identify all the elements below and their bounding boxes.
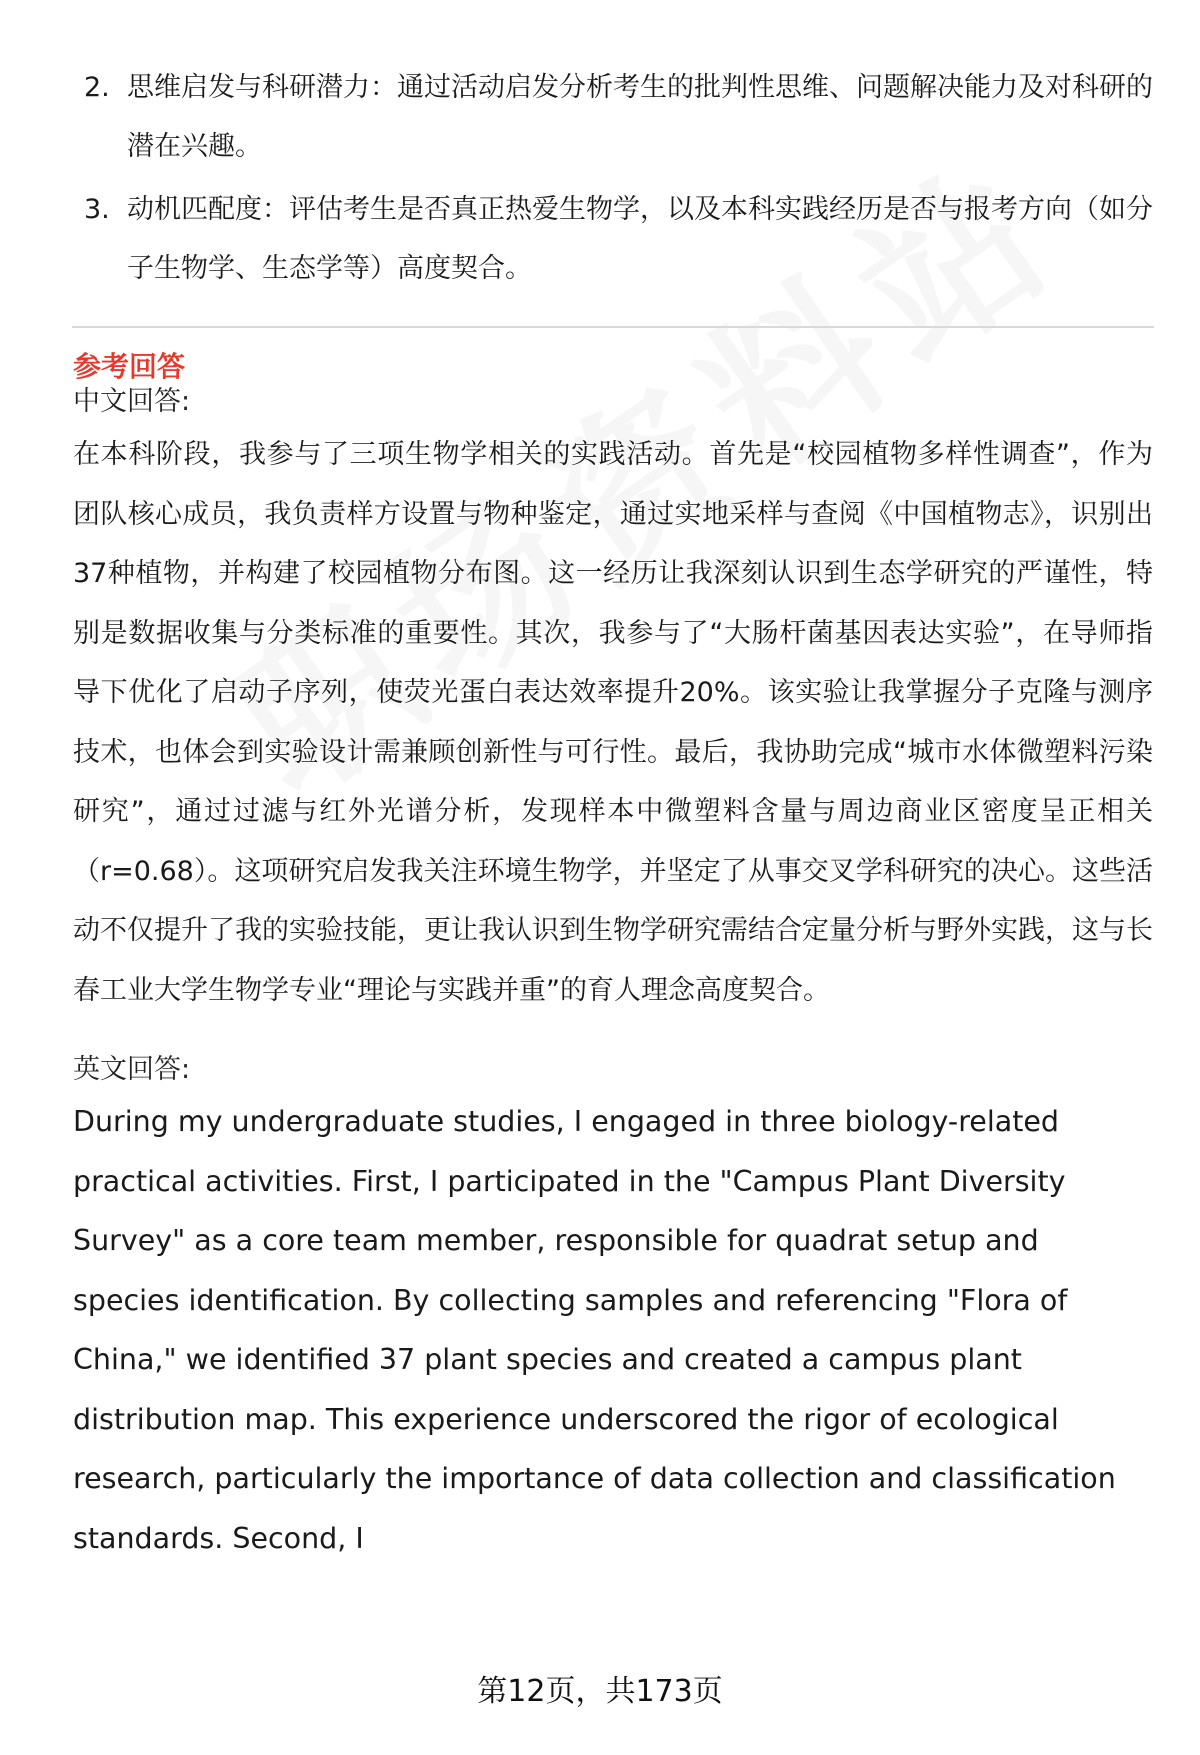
list-item-text: 动机匹配度：评估考生是否真正热爱生物学，以及本科实践经历是否与报考方向（如分子生物学、生态学等）高度契合。	[127, 194, 1153, 284]
chinese-answer-text: 在本科阶段，我参与了三项生物学相关的实践活动。首先是“校园植物多样性调查”，作为团队核心成员，我负责样方设置与物种鉴定，通过实地采样与查阅《中国植物志》，识别出37种植物，并构建了校园植物分布图。这一经历让我深刻认识到生态学研究的严谨性，特别是数据收集与分类标准的重要性。其次，我参与了“大肠杆菌基因表达实验”，在导师指导下优化了启动子序列，使荧光蛋白表达效率提升20%。该实验让我掌握分子克隆与测序技术，也体会到实验设计需兼顾创新性与可行性。最后，我协助完成“城市水体微塑料污染研究”，通过过滤与红外光谱分析，发现样本中微塑料含量与周边商业区密度呈正相关（r=0.68）。这项研究启发我关注环境生物学，并坚定了从事交叉学科研究的决心。这些活动不仅提升了我的实验技能，更让我认识到生物学研究需结合定量分析与野外实践，这与长春工业大学生物学专业“理论与实践并重”的育人理念高度契合。	[73, 439, 1153, 1006]
list-item	[74, 180, 1154, 298]
section-divider	[72, 326, 1154, 328]
list-item-number: 2.	[84, 72, 110, 103]
list-item	[74, 58, 1154, 176]
english-answer-text: During my undergraduate studies, I engaged in three biology-related practical activities. First, I participated in the "Campus Plant Diversity Survey" as a core team member, responsible for quadrat setup and species identification. By collecting samples and referencing "Flora of China," we identified 37 plant species and created a campus plant distribution map. This experience underscored the rigor of ecological research, particularly the importance of data collection and classification standards. Second, I	[73, 1105, 1116, 1555]
list-item-number: 3.	[84, 194, 110, 225]
evaluation-criteria-list	[74, 58, 1154, 302]
page-number: 第12页，共173页	[477, 1674, 723, 1709]
chinese-answer-label: 中文回答:	[73, 386, 191, 417]
list-item-text: 思维启发与科研潜力：通过活动启发分析考生的批判性思维、问题解决能力及对科研的潜在兴趣。	[127, 72, 1153, 162]
english-answer-label: 英文回答:	[73, 1054, 191, 1085]
section-title: 参考回答	[73, 350, 186, 383]
